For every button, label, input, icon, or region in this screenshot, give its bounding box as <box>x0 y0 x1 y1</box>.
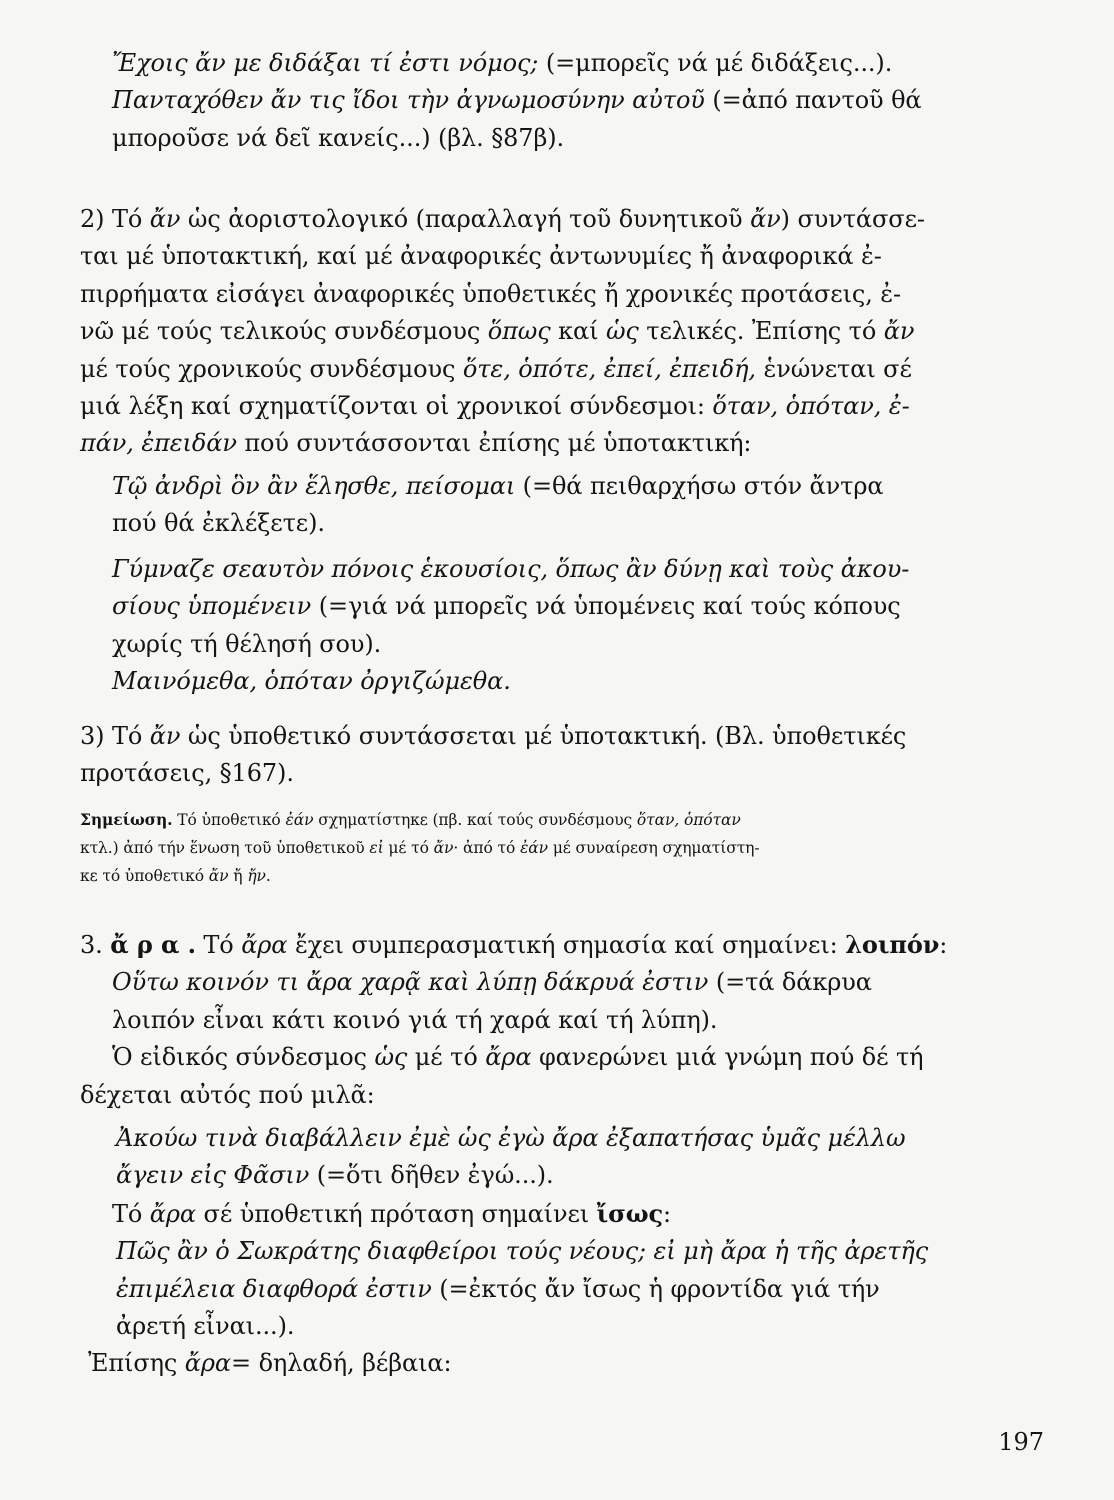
text-line: κε τό ὑποθετικό ἄν ἤ ἤν. <box>80 867 271 885</box>
text-line: ἐπιμέλεια διαφθορά ἐστιν (=ἐκτός ἄν ἴσως ἡ φροντίδα γιά τήν <box>116 1274 880 1303</box>
text-line: πάν, ἐπειδάν πού συντάσσονται ἐπίσης μέ ὑποτακτική: <box>80 429 752 458</box>
text-line: δέχεται αὐτός πού μιλᾶ: <box>80 1080 375 1109</box>
text-line: Τό ἄρα σέ ὑποθετική πρόταση σημαίνει ἴσως: <box>112 1198 672 1228</box>
text-line: 3) Τό ἄν ὡς ὑποθετικό συντάσσεται μέ ὑποτακτική. (Βλ. ὑποθετικές <box>80 722 907 750</box>
text-line: λοιπόν εἶναι κάτι κοινό γιά τή χαρά καί τή λύπη). <box>112 1005 718 1034</box>
text-line: πιρρήματα εἰσάγει ἀναφορικές ὑποθετικές ἤ χρονικές προτάσεις, ἐ- <box>80 279 902 308</box>
text-line: ται μέ ὑποτακτική, καί μέ ἀναφορικές ἀντωνυμίες ἤ ἀναφορικά ἐ- <box>80 242 882 271</box>
examples-block-1 <box>80 45 1040 157</box>
text-line: κτλ.) ἀπό τήν ἕνωση τοῦ ὑποθετικοῦ εἰ μέ τό ἄν· ἀπό τό ἐάν μέ συναίρεση σχηματίστη- <box>80 839 760 857</box>
text-line: Τῷ ἀνδρὶ ὃν ἂν ἕλησθε, πείσομαι (=θά πειθαρχήσω στόν ἄντρα <box>112 472 884 500</box>
page-number: 197 <box>998 1428 1044 1456</box>
text-line: χωρίς τή θέλησή σου). <box>112 629 382 658</box>
text-line: 2) Τό ἄν ὡς ἀοριστολογικό (παραλλαγή τοῦ δυνητικοῦ ἄν) συντάσσε- <box>80 205 925 233</box>
text-line: μιά λέξη καί σχηματίζονται οἱ χρονικοί σύνδεσμοι: ὅταν, ὁπόταν, ἐ- <box>80 392 910 421</box>
text-line: ἀρετή εἶναι...). <box>116 1312 295 1341</box>
text-line: Μαινόμεθα, ὁπόταν ὀργιζώμεθα. <box>112 667 511 696</box>
text-line: σίους ὑπομένειν (=γιά νά μπορεῖς νά ὑπομένεις καί τούς κόπους <box>112 592 901 621</box>
section-3-paragraph <box>80 718 1040 793</box>
text-line: ἄγειν εἰς Φᾶσιν (=ὅτι δῆθεν ἐγώ...). <box>116 1161 554 1190</box>
text-line: Γύμναζε σεαυτὸν πόνοις ἑκουσίοις, ὅπως ἂν δύνῃ καὶ τοὺς ἀκου- <box>112 554 910 583</box>
text-line: Ὁ εἰδικός σύνδεσμος ὡς μέ τό ἄρα φανερώνει μιά γνώμη πού δέ τή <box>112 1043 924 1072</box>
text-line: μποροῦσε νά δεῖ κανείς...) (βλ. §87β). <box>112 123 565 152</box>
text-line: πού θά ἐκλέξετε). <box>112 509 325 538</box>
section-2-paragraph <box>80 201 1040 463</box>
note-block <box>80 806 1040 890</box>
text-line: Σημείωση. Τό ὑποθετικό ἐάν σχηματίστηκε (πβ. καί τούς συνδέσμους ὅταν, ὁπόταν <box>80 810 741 829</box>
section-heading: ἄ ρ α . <box>110 930 196 959</box>
text-line: προτάσεις, §167). <box>80 759 294 788</box>
text-line: Πῶς ἂν ὁ Σωκράτης διαφθείροι τούς νέους; εἰ μὴ ἄρα ἡ τῆς ἀρετῆς <box>116 1237 929 1266</box>
text-line: 3. ἄ ρ α . Τό ἄρα ἔχει συμπερασματική σημασία καί σημαίνει: λοιπόν: <box>80 930 948 959</box>
ara-section <box>80 926 1040 1383</box>
text-line: μέ τούς χρονικούς συνδέσμους ὅτε, ὁπότε, ἐπεί, ἐπειδή, ἑνώνεται σέ <box>80 354 912 383</box>
text-line: νῶ μέ τούς τελικούς συνδέσμους ὅπως καί ὡς τελικές. Ἐπίσης τό ἄν <box>80 317 915 346</box>
text-line: Ἔχοις ἄν με διδάξαι τί ἐστι νόμος; (=μπορεῖς νά μέ διδάξεις...). <box>112 49 893 77</box>
text-line: Ἐπίσης ἄρα= δηλαδή, βέβαια: <box>88 1349 452 1378</box>
text-line: Ἀκούω τινὰ διαβάλλειν ἐμὲ ὡς ἐγὼ ἄρα ἐξαπατήσας ὑμᾶς μέλλω <box>116 1124 906 1153</box>
text-line: Οὕτω κοινόν τι ἄρα χαρᾷ καὶ λύπῃ δάκρυά ἐστιν (=τά δάκρυα <box>112 968 872 997</box>
examples-block-2 <box>80 468 1040 700</box>
note-label: Σημείωση. <box>80 810 173 829</box>
text-line: Πανταχόθεν ἄν τις ἴδοι τὴν ἀγνωμοσύνην αὐτοῦ (=ἀπό παντοῦ θά <box>112 86 922 115</box>
